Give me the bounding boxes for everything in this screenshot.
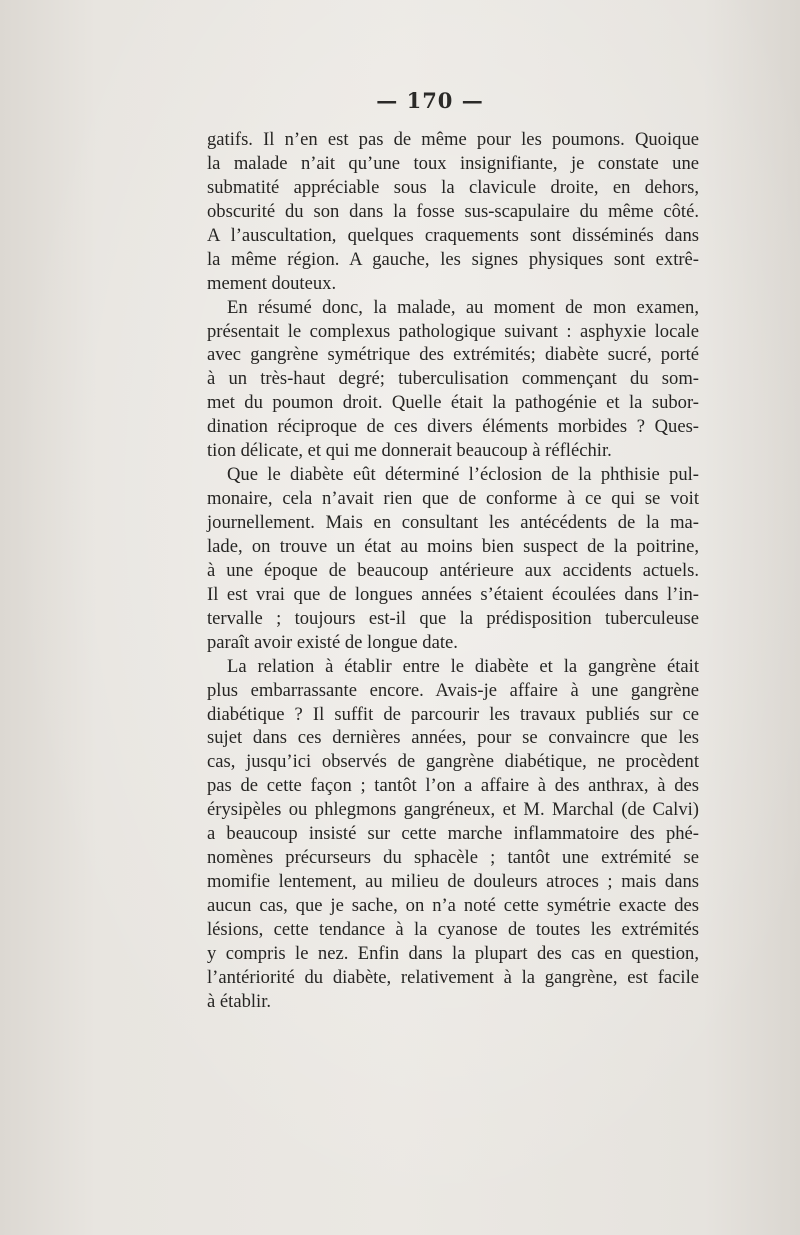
text-line: a beaucoup insisté sur cette marche inflammatoire des phé-: [207, 823, 699, 845]
text-line: à une époque de beaucoup antérieure aux accidents actuels.: [207, 559, 699, 581]
text-line: Que le diabète eût déterminé l’éclosion de la phthisie pul-: [227, 464, 699, 486]
text-line: met du poumon droit. Quelle était la pathogénie et la subor-: [207, 392, 699, 414]
text-line: à un très-haut degré; tuberculisation commençant du som-: [207, 368, 699, 390]
text-line: lade, on trouve un état au moins bien suspect de la poitrine,: [207, 535, 699, 557]
paragraph: [207, 128, 699, 296]
text-line: A l’auscultation, quelques craquements sont disséminés dans: [207, 224, 699, 246]
text-line: la même région. A gauche, les signes physiques sont extrê-: [207, 248, 699, 270]
text-line: nomènes précurseurs du sphacèle ; tantôt une extrémité se: [207, 847, 699, 869]
text-line: aucun cas, que je sache, on n’a noté cette symétrie exacte des: [207, 895, 699, 916]
text-line: érysipèles ou phlegmons gangréneux, et M. Marchal (de Calvi): [207, 799, 699, 821]
text-line: diabétique ? Il suffit de parcourir les travaux publiés sur ce: [207, 703, 699, 725]
text-line: submatité appréciable sous la clavicule droite, en dehors,: [207, 176, 699, 198]
text-line: plus embarrassante encore. Avais-je affaire à une gangrène: [207, 679, 699, 701]
text-line: dination réciproque de ces divers éléments morbides ? Ques-: [207, 416, 699, 438]
text-line: mement douteux.: [207, 272, 337, 294]
text-line: la malade n’ait qu’une toux insignifiante, je constate une: [207, 152, 699, 174]
text-line: y compris le nez. Enfin dans la plupart des cas en question,: [207, 942, 699, 964]
paragraph: [207, 463, 699, 655]
text-line: journellement. Mais en consultant les antécédents de la ma-: [207, 512, 699, 533]
text-line: gatifs. Il n’en est pas de même pour les poumons. Quoique: [207, 129, 699, 150]
text-line: tervalle ; toujours est-il que la prédisposition tuberculeuse: [207, 607, 699, 629]
text-line: cas, jusqu’ici observés de gangrène diabétique, ne procèdent: [207, 751, 699, 773]
text-line: paraît avoir existé de longue date.: [207, 631, 458, 653]
text-line: La relation à établir entre le diabète et la gangrène était: [227, 655, 699, 677]
text-line: pas de cette façon ; tantôt l’on a affaire à des anthrax, à des: [207, 775, 699, 797]
text-line: Il est vrai que de longues années s’étaient écoulées dans l’in-: [207, 583, 699, 605]
body-text: [207, 128, 699, 1014]
text-line: avec gangrène symétrique des extrémités; diabète sucré, porté: [207, 344, 699, 366]
text-line: à établir.: [207, 990, 272, 1012]
paragraph: [207, 655, 699, 1014]
text-line: tion délicate, et qui me donnerait beaucoup à réfléchir.: [207, 440, 612, 462]
paragraph: [207, 296, 699, 464]
text-line: obscurité du son dans la fosse sus-scapulaire du même côté.: [207, 200, 699, 222]
text-line: lésions, cette tendance à la cyanose de toutes les extrémités: [207, 918, 699, 940]
text-line: sujet dans ces dernières années, pour se convaincre que les: [207, 727, 699, 749]
text-line: l’antériorité du diabète, relativement à la gangrène, est facile: [207, 966, 699, 988]
text-line: En résumé donc, la malade, au moment de mon examen,: [227, 296, 699, 318]
text-line: momifie lentement, au milieu de douleurs atroces ; mais dans: [207, 871, 699, 893]
page-number: — 170 —: [376, 88, 484, 113]
text-line: présentait le complexus pathologique suivant : asphyxie locale: [207, 320, 699, 342]
text-line: monaire, cela n’avait rien que de conforme à ce qui se voit: [207, 488, 699, 510]
